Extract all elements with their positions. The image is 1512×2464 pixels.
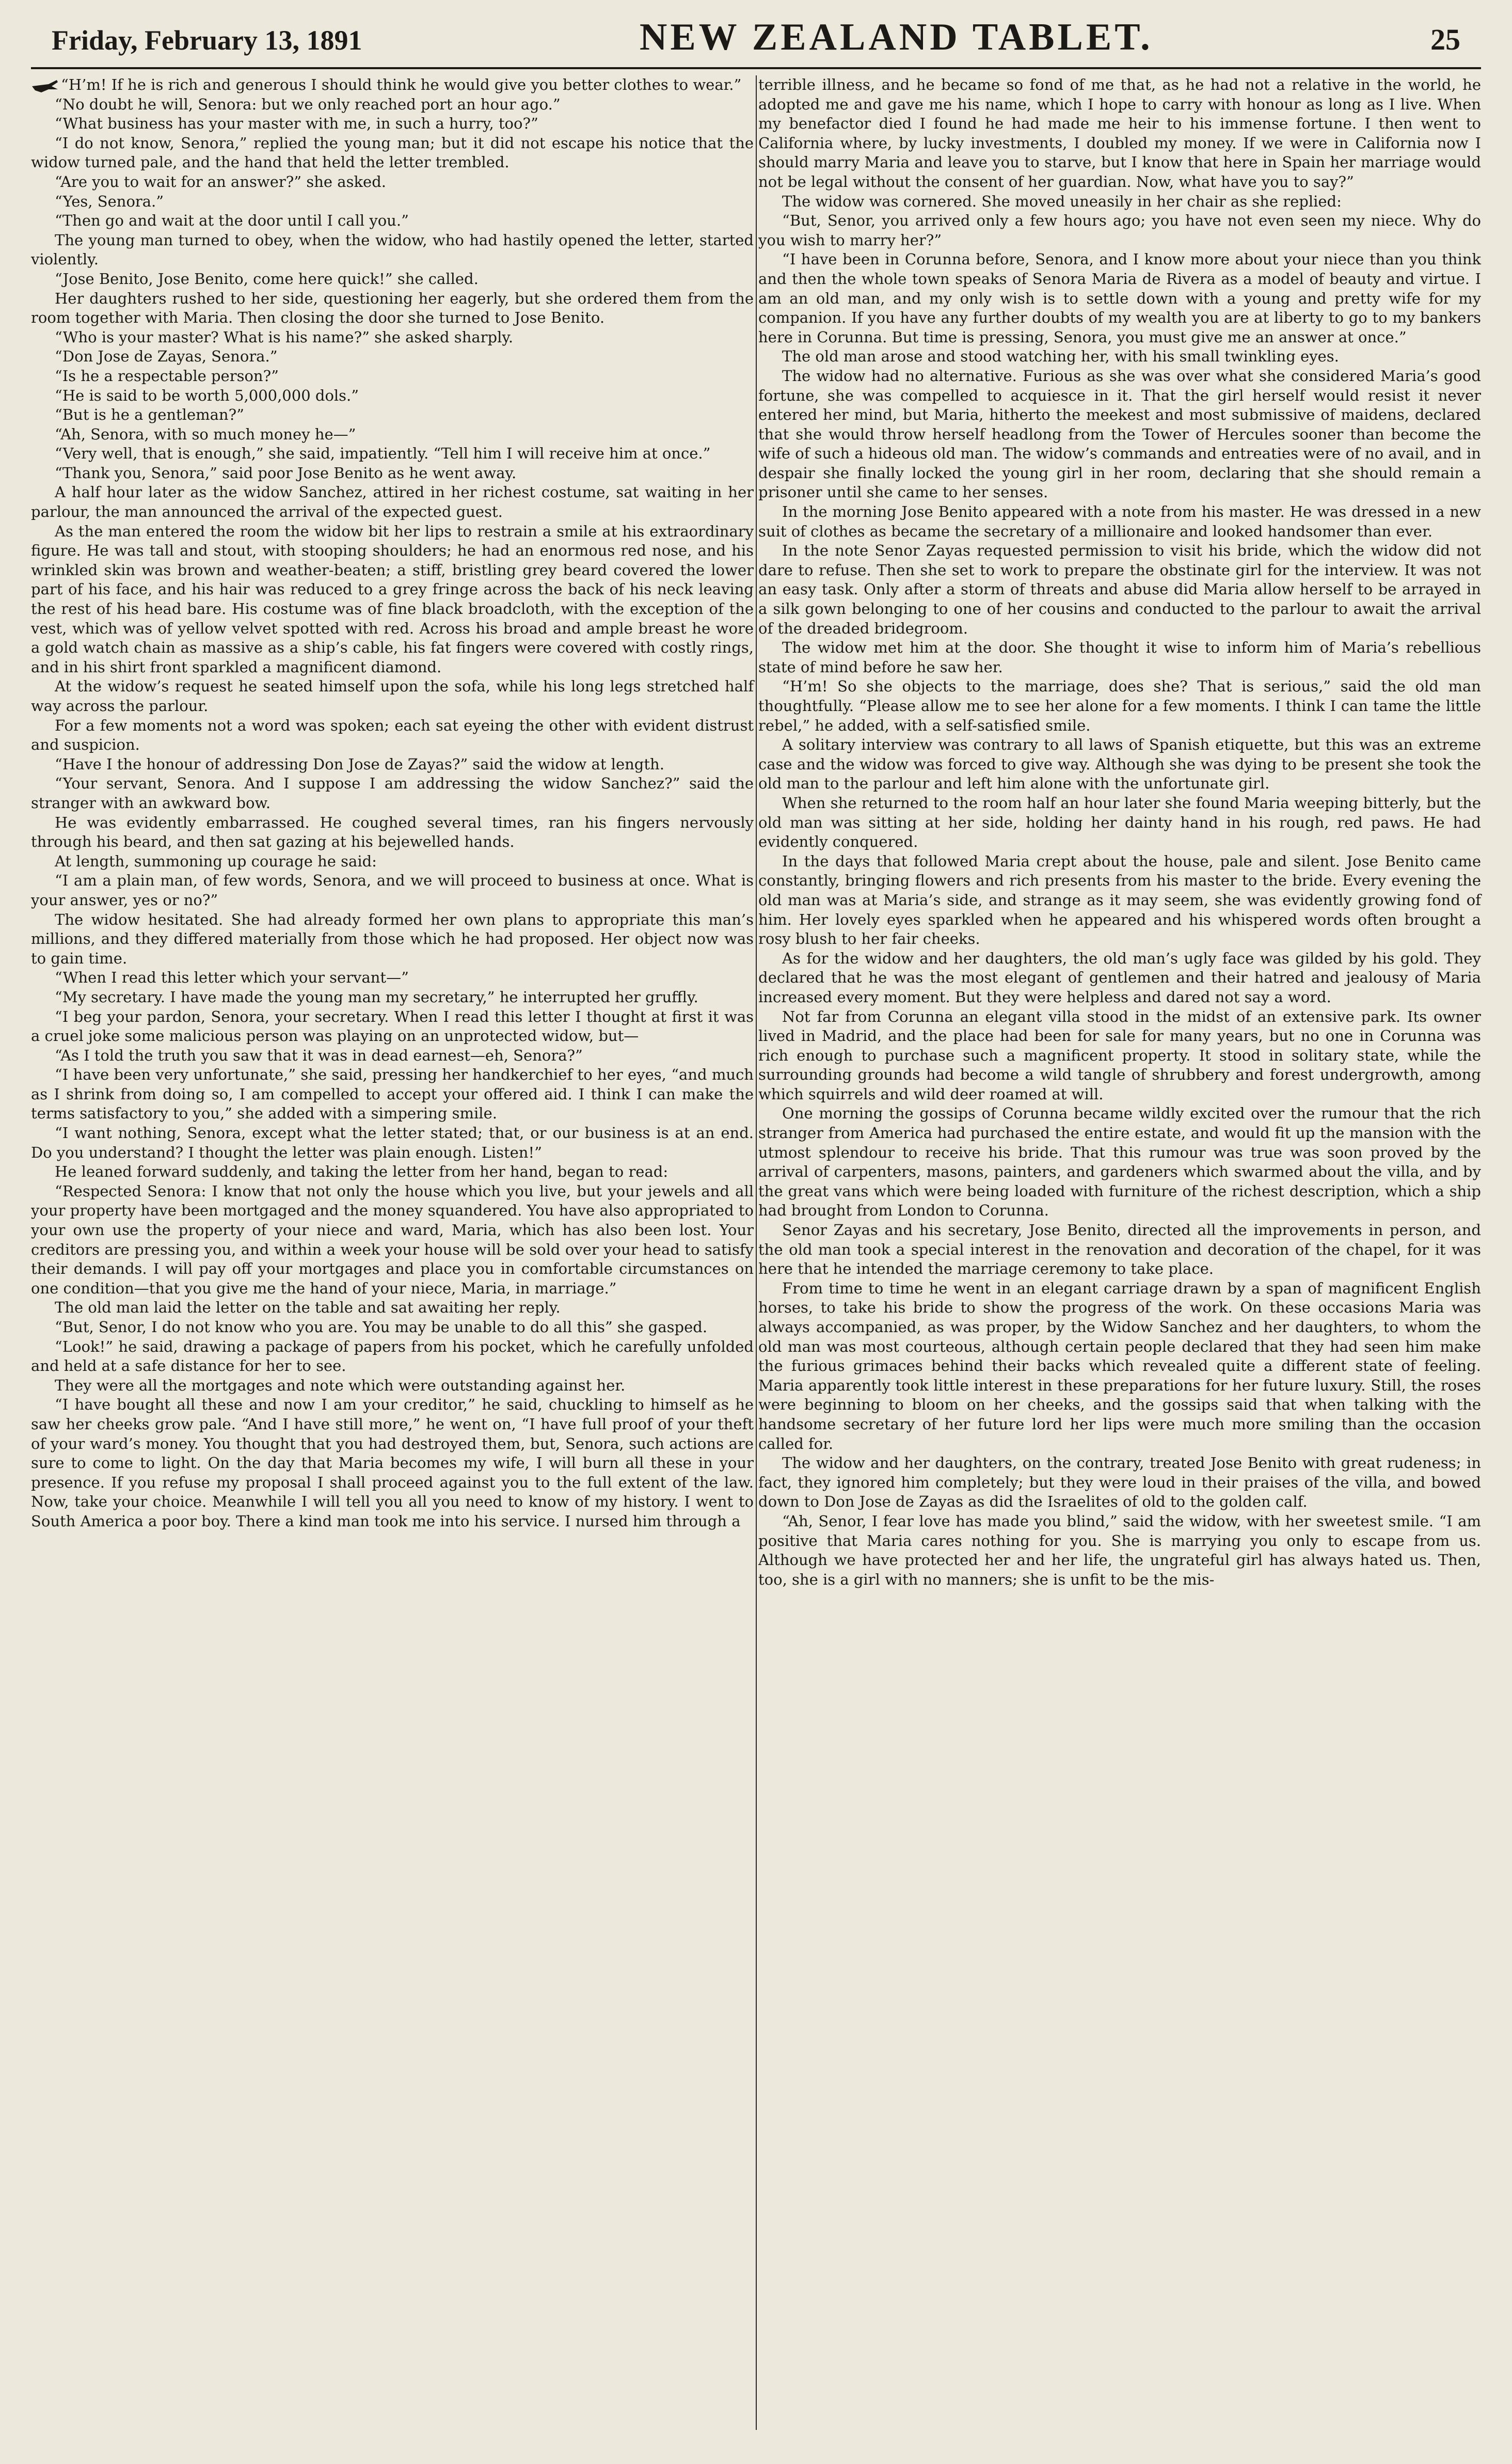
article-columns bbox=[31, 75, 1481, 1589]
issue-date: Friday, February 13, 1891 bbox=[52, 25, 362, 56]
paragraph bbox=[31, 677, 754, 716]
paragraph bbox=[758, 347, 1481, 367]
paragraph bbox=[31, 405, 754, 425]
paragraph-text: “When I read this letter which your servant—” bbox=[55, 969, 409, 987]
newspaper-title: NEW ZEALAND TABLET. bbox=[639, 16, 1153, 58]
paragraph bbox=[758, 1512, 1481, 1589]
paragraph bbox=[31, 444, 754, 464]
paragraph-text: “I do not know, Senora,” replied the young man; but it did not escape his notice that the widow turned pale, and the hand that held the letter trembled. bbox=[31, 134, 754, 171]
paragraph bbox=[31, 367, 754, 386]
paragraph bbox=[758, 250, 1481, 347]
paragraph-text: “But, Senor, I do not know who you are. You may be unable to do all this” she gasped. bbox=[55, 1318, 708, 1336]
paragraph-text: From time to time he went in an elegant carriage drawn by a span of magnificent English horses, to take his bride to show the progress of the work. On these occasions Maria was always accompanied, as was proper, by the Widow Sanchez and her daughters, to whom the old man was most courteous, although certain people declared that they had seen him make the furious grimaces behind their backs which revealed quite a different state of feeling. Maria apparently took little interest in these preparations for her future luxury. Still, the roses were beginning to bloom on her cheeks, and the gossips said that when talking with the handsome secretary of her future lord her lips were much more smiling than the occasion called for. bbox=[758, 1279, 1481, 1452]
paragraph bbox=[31, 852, 754, 872]
paragraph bbox=[31, 425, 754, 445]
paragraph-text: “I have bought all these and now I am your creditor,” he said, chuckling to himself as he saw her cheeks grow pale. “And I have still more,” he went on, “I have full proof of your theft of your ward’s money. You thought that you had destroyed them, but, Senora, such actions are sure to come to light. On the day that Maria becomes my wife, I will burn all these in your presence. If you refuse my proposal I shall proceed against you to the full extent of the law. Now, take your choice. Meanwhile I will tell you all you need to know of my history. I went to South America a poor boy. There a kind man took me into his service. I nursed him through a bbox=[31, 1396, 754, 1530]
paragraph-text: In the morning Jose Benito appeared with a note from his master. He was dressed in a new suit of clothes as became the secretary of a millionaire and looked handsomer than ever. bbox=[758, 503, 1481, 540]
paragraph bbox=[31, 172, 754, 192]
paragraph-text: When she returned to the room half an hour later she found Maria weeping bitterly, but the old man was sitting at her side, holding her dainty hand in his rough, red paws. He had evidently conquered. bbox=[758, 794, 1481, 851]
paragraph-text: The young man turned to obey, when the widow, who had hastily opened the letter, started violently. bbox=[31, 231, 754, 268]
paragraph-text: “As I told the truth you saw that it was in dead earnest—eh, Senora?” bbox=[55, 1046, 583, 1064]
paragraph bbox=[31, 1376, 754, 1396]
paragraph bbox=[31, 464, 754, 483]
paragraph bbox=[31, 114, 754, 134]
paragraph bbox=[31, 1337, 754, 1376]
paragraph-text: terrible illness, and he became so fond of me that, as he had not a relative in the world, he adopted me and gave me his name, which I hope to carry with honour as long as I live. When my benefactor died I found he had made me heir to his immense fortune. I then went to California where, by lucky investments, I doubled my money. If we were in California now I should marry Maria and leave you to starve, but I know that here in Spain her marriage would not be legal without the consent of her guardian. Now, what have you to say?” bbox=[758, 76, 1481, 191]
paragraph-text: The widow had no alternative. Furious as she was over what she considered Maria’s good fortune, she was compelled to acquiesce in it. That the girl herself would resist it never entered her mind, but Maria, hitherto the meekest and most submissive of maidens, declared that she would throw herself headlong from the Tower of Hercules sooner than become the wife of such a hideous old man. The widow’s commands and entreaties were of no avail, and in despair she finally locked the young girl in her room, declaring that she should remain a prisoner until she came to her senses. bbox=[758, 367, 1481, 501]
paragraph-text: A half hour later as the widow Sanchez, attired in her richest costume, sat waiting in her parlour, the man announced the arrival of the expected guest. bbox=[31, 483, 754, 521]
paragraph-text: They were all the mortgages and note which were outstanding against her. bbox=[55, 1376, 626, 1394]
paragraph bbox=[758, 367, 1481, 502]
paragraph bbox=[31, 1395, 754, 1531]
paragraph-text: “Respected Senora: I know that not only the house which you live, but your jewels and all your property have been mortgaged and the money squandered. You have also appropriated to your own use the property of your niece and ward, Maria, which has also been lost. Your creditors are pressing you, and within a week your house will be sold over your head to satisfy their demands. I will pay off your mortgages and place you in comfortable circumstances on one condition—that you give me the hand of your niece, Maria, in marriage.” bbox=[31, 1182, 754, 1297]
paragraph-text: “What business has your master with me, in such a hurry, too?” bbox=[55, 115, 538, 133]
paragraph-text: For a few moments not a word was spoken; each sat eyeing the other with evident distrust and suspicion. bbox=[31, 716, 754, 754]
paragraph bbox=[758, 735, 1481, 794]
paragraph-text: The widow was cornered. She moved uneasily in her chair as she replied: bbox=[782, 192, 1342, 210]
paragraph-text: “I want nothing, Senora, except what the letter stated; that, or our business is at an end. Do you understand? I thought the letter was plain enough. Listen!” bbox=[31, 1124, 754, 1161]
paragraph bbox=[31, 1162, 754, 1182]
paragraph bbox=[31, 134, 754, 172]
paragraph bbox=[31, 1298, 754, 1318]
paragraph-text: As for the widow and her daughters, the old man’s ugly face was gilded by his gold. They declared that he was the most elegant of gentlemen and their hatred and jealousy of Maria increased every moment. But they were helpless and dared not say a word. bbox=[758, 949, 1481, 1006]
paragraph-text: “H’m! If he is rich and generous I should think he would give you better clothes to wear.” bbox=[61, 76, 742, 93]
paragraph-text: “No doubt he will, Senora: but we only reached port an hour ago.” bbox=[55, 95, 561, 113]
paragraph bbox=[758, 949, 1481, 1007]
paragraph bbox=[31, 1318, 754, 1337]
paragraph-text: One morning the gossips of Corunna became wildly excited over the rumour that the rich stranger from America had purchased the entire estate, and would fit up the mansion with the utmost splendour to receive his bride. That this rumour was true was soon proved by the arrival of carpenters, masons, painters, and gardeners which swarmed about the villa, and by the great vans which were being loaded with furniture of the richest description, which a ship had brought from London to Corunna. bbox=[758, 1104, 1481, 1220]
paragraph-text: “Very well, that is enough,” she said, impatiently. “Tell him I will receive him at once.” bbox=[55, 445, 711, 463]
paragraph-text: At length, summoning up courage he said: bbox=[55, 852, 377, 870]
paragraph bbox=[31, 968, 754, 988]
paragraph bbox=[758, 502, 1481, 541]
paragraph-text: Not far from Corunna an elegant villa stood in the midst of an extensive park. Its owner lived in Madrid, and the place had been for sale for many years, but no one in Corunna was rich enough to purchase such a magnificent property. It stood in solitary state, while the surrounding grounds had become a wild tangle of shrubbery and forest undergrowth, among which squirrels and wild deer roamed at will. bbox=[758, 1007, 1481, 1103]
paragraph bbox=[31, 328, 754, 348]
paragraph bbox=[31, 386, 754, 406]
paragraph bbox=[758, 638, 1481, 677]
paragraph bbox=[31, 1065, 754, 1124]
paragraph bbox=[758, 1454, 1481, 1512]
paragraph-text: Her daughters rushed to her side, questioning her eagerly, but she ordered them from the room together with Maria. Then closing the door she turned to Jose Benito. bbox=[31, 289, 754, 327]
paragraph-text: The widow met him at the door. She thought it wise to inform him of Maria’s rebellious state of mind before he saw her. bbox=[758, 639, 1481, 676]
paragraph bbox=[31, 483, 754, 522]
paragraph bbox=[31, 910, 754, 969]
paragraph bbox=[31, 75, 754, 95]
paragraph-text: Senor Zayas and his secretary, Jose Benito, directed all the improvements in person, and the old man took a special interest in the renovation and decoration of the chapel, for it was here that he intended the marriage ceremony to take place. bbox=[758, 1221, 1481, 1278]
paragraph-text: “Then go and wait at the door until I call you.” bbox=[55, 212, 409, 230]
paragraph-text: “Thank you, Senora,” said poor Jose Benito as he went away. bbox=[55, 464, 517, 482]
paragraph bbox=[758, 541, 1481, 638]
paragraph-text: “My secretary. I have made the young man my secretary,” he interrupted her gruffly. bbox=[55, 988, 698, 1006]
paragraph bbox=[31, 1182, 754, 1299]
paragraph-text: “Yes, Senora.” bbox=[55, 192, 164, 210]
paragraph-text: “I have been very unfortunate,” she said, pressing her handkerchief to her eyes, “and much as I shrink from doing so, I am compelled to accept your offered aid. I think I can make the terms satisfactory to you,” she added with a simpering smile. bbox=[31, 1066, 754, 1123]
paragraph-text: “Ah, Senora, with so much money he—” bbox=[55, 425, 356, 443]
paragraph bbox=[758, 852, 1481, 949]
paragraph bbox=[31, 270, 754, 289]
column-divider bbox=[756, 75, 757, 2430]
paragraph-text: “Jose Benito, Jose Benito, come here quick!” she called. bbox=[55, 270, 479, 288]
paragraph bbox=[758, 677, 1481, 735]
paragraph bbox=[31, 988, 754, 1007]
paragraph bbox=[31, 755, 754, 775]
paragraph bbox=[31, 1007, 754, 1046]
paragraph bbox=[31, 211, 754, 231]
page-number: 25 bbox=[1430, 23, 1460, 56]
paragraph-text: “Are you to wait for an answer?” she asked. bbox=[55, 172, 386, 191]
paragraph bbox=[31, 871, 754, 910]
masthead bbox=[31, 15, 1481, 69]
paragraph bbox=[758, 192, 1481, 212]
paragraph bbox=[758, 1279, 1481, 1454]
paragraph bbox=[31, 1124, 754, 1162]
pointing-hand-icon bbox=[31, 78, 59, 93]
paragraph bbox=[758, 211, 1481, 250]
paragraph-text: A solitary interview was contrary to all laws of Spanish etiquette, but this was an extreme case and the widow was forced to give way. Although she was dying to be present she took the old man to the parlour and left him alone with the unfortunate girl. bbox=[758, 736, 1481, 793]
paragraph-text: “I am a plain man, of few words, Senora, and we will proceed to business at once. What is your answer, yes or no?” bbox=[31, 872, 754, 909]
paragraph bbox=[31, 716, 754, 755]
paragraph bbox=[758, 1221, 1481, 1279]
paragraph-text: He leaned forward suddenly, and taking the letter from her hand, began to read: bbox=[55, 1163, 669, 1181]
paragraph-text: “But is he a gentleman?” bbox=[55, 406, 244, 424]
paragraph-text: “Who is your master? What is his name?” she asked sharply. bbox=[55, 328, 514, 346]
paragraph bbox=[31, 813, 754, 852]
paragraph bbox=[31, 1046, 754, 1066]
paragraph bbox=[31, 192, 754, 212]
paragraph-text: The old man arose and stood watching her, with his small twinkling eyes. bbox=[782, 348, 1339, 366]
paragraph-text: He was evidently embarrassed. He coughed several times, ran his fingers nervously through his beard, and then sat gazing at his bejewelled hands. bbox=[31, 813, 754, 851]
paragraph-text: “He is said to be worth 5,000,000 dols.” bbox=[55, 386, 359, 404]
paragraph-text: “I beg your pardon, Senora, your secretary. When I read this letter I thought at first it was a cruel joke some malicious person was playing on an unprotected widow, but— bbox=[31, 1007, 754, 1045]
paragraph-text: In the note Senor Zayas requested permission to visit his bride, which the widow did not dare to refuse. Then she set to work to prepare the obstinate girl for the interview. It was not an easy task. Only after a storm of threats and abuse did Maria allow herself to be arrayed in a silk gown belonging to one of her cousins and conducted to the parlour to await the arrival of the dreaded bridegroom. bbox=[758, 542, 1481, 637]
paragraph bbox=[758, 1104, 1481, 1221]
paragraph bbox=[31, 231, 754, 270]
paragraph bbox=[31, 774, 754, 813]
paragraph-text: The widow and her daughters, on the contrary, treated Jose Benito with great rudeness; in fact, they ignored him completely; but they were loud in their praises of the villa, and bowed down to Don Jose de Zayas as did the Israelites of old to the golden calf. bbox=[758, 1454, 1481, 1511]
paragraph bbox=[758, 1007, 1481, 1104]
paragraph-text: “Your servant, Senora. And I suppose I am addressing the widow Sanchez?” said the stranger with an awkward bow. bbox=[31, 775, 754, 812]
paragraph-text: The widow hesitated. She had already formed her own plans to appropriate this man’s millions, and they differed materially from those which he had proposed. Her object now was to gain time. bbox=[31, 910, 754, 967]
paragraph bbox=[31, 95, 754, 115]
paragraph-text: “Look!” he said, drawing a package of papers from his pocket, which he carefully unfolded and held at a safe distance for her to see. bbox=[31, 1337, 754, 1375]
paragraph-text: At the widow’s request he seated himself upon the sofa, while his long legs stretched half way across the parlour. bbox=[31, 677, 754, 715]
paragraph-text: “Is he a respectable person?” bbox=[55, 367, 279, 385]
paragraph-text: “I have been in Corunna before, Senora, and I know more about your niece than you think and then the whole town speaks of Senora Maria de Rivera as a model of beauty and virtue. I am an old man, and my only wish is to settle down with a young and pretty wife for my companion. If you have any further doubts of my wealth you are at liberty to go to my bankers here in Corunna. But time is pressing, Senora, you must give me an answer at once.” bbox=[758, 250, 1481, 346]
paragraph bbox=[31, 522, 754, 677]
paragraph bbox=[31, 289, 754, 328]
paragraph-text: “Ah, Senor, I fear love has made you blind,” said the widow, with her sweetest smile. “I am positive that Maria cares nothing for you. She is marrying you only to escape from us. Although we have protected her and her life, the ungrateful girl has always hated us. Then, too, she is a girl with no manners; she is unfit to be the mis- bbox=[758, 1512, 1481, 1588]
paragraph-text: “But, Senor, you arrived only a few hours ago; you have not even seen my niece. Why do you wish to marry her?” bbox=[758, 212, 1481, 249]
paragraph bbox=[758, 75, 1481, 192]
right-column bbox=[758, 75, 1481, 1589]
left-column bbox=[31, 75, 754, 1589]
paragraph-text: The old man laid the letter on the table and sat awaiting her reply. bbox=[55, 1299, 561, 1317]
paragraph-text: As the man entered the room the widow bit her lips to restrain a smile at his extraordinary figure. He was tall and stout, with stooping shoulders; he had an enormous red nose, and his wrinkled skin was brown and weather-beaten; a stiff, bristling grey beard covered the lower part of his face, and his hair was reduced to a grey fringe across the back of his neck leaving the rest of his head bare. His costume was of fine black broadcloth, with the exception of the vest, which was of yellow velvet spotted with red. Across his broad and ample breast he wore a gold watch chain as massive as a ship’s cable, his fat fingers were covered with costly rings, and in his shirt front sparkled a magnificent diamond. bbox=[31, 522, 754, 676]
paragraph bbox=[31, 347, 754, 367]
paragraph-text: “H’m! So she objects to the marriage, does she? That is serious,” said the old man thoughtfully. “Please allow me to see her alone for a few moments. I think I can tame the little rebel,” he added, with a self-satisfied smile. bbox=[758, 677, 1481, 734]
paragraph-text: “Have I the honour of addressing Don Jose de Zayas?” said the widow at length. bbox=[55, 755, 664, 773]
paragraph bbox=[758, 794, 1481, 852]
paragraph-text: “Don Jose de Zayas, Senora.” bbox=[55, 348, 278, 366]
paragraph-text: In the days that followed Maria crept about the house, pale and silent. Jose Benito came constantly, bringing flowers and rich presents from his master to the bride. Every evening the old man was at Maria’s side, and strange as it may seem, she was evidently growing fond of him. Her lovely eyes sparkled when he appeared and his whispered words often brought a rosy blush to her fair cheeks. bbox=[758, 852, 1481, 948]
